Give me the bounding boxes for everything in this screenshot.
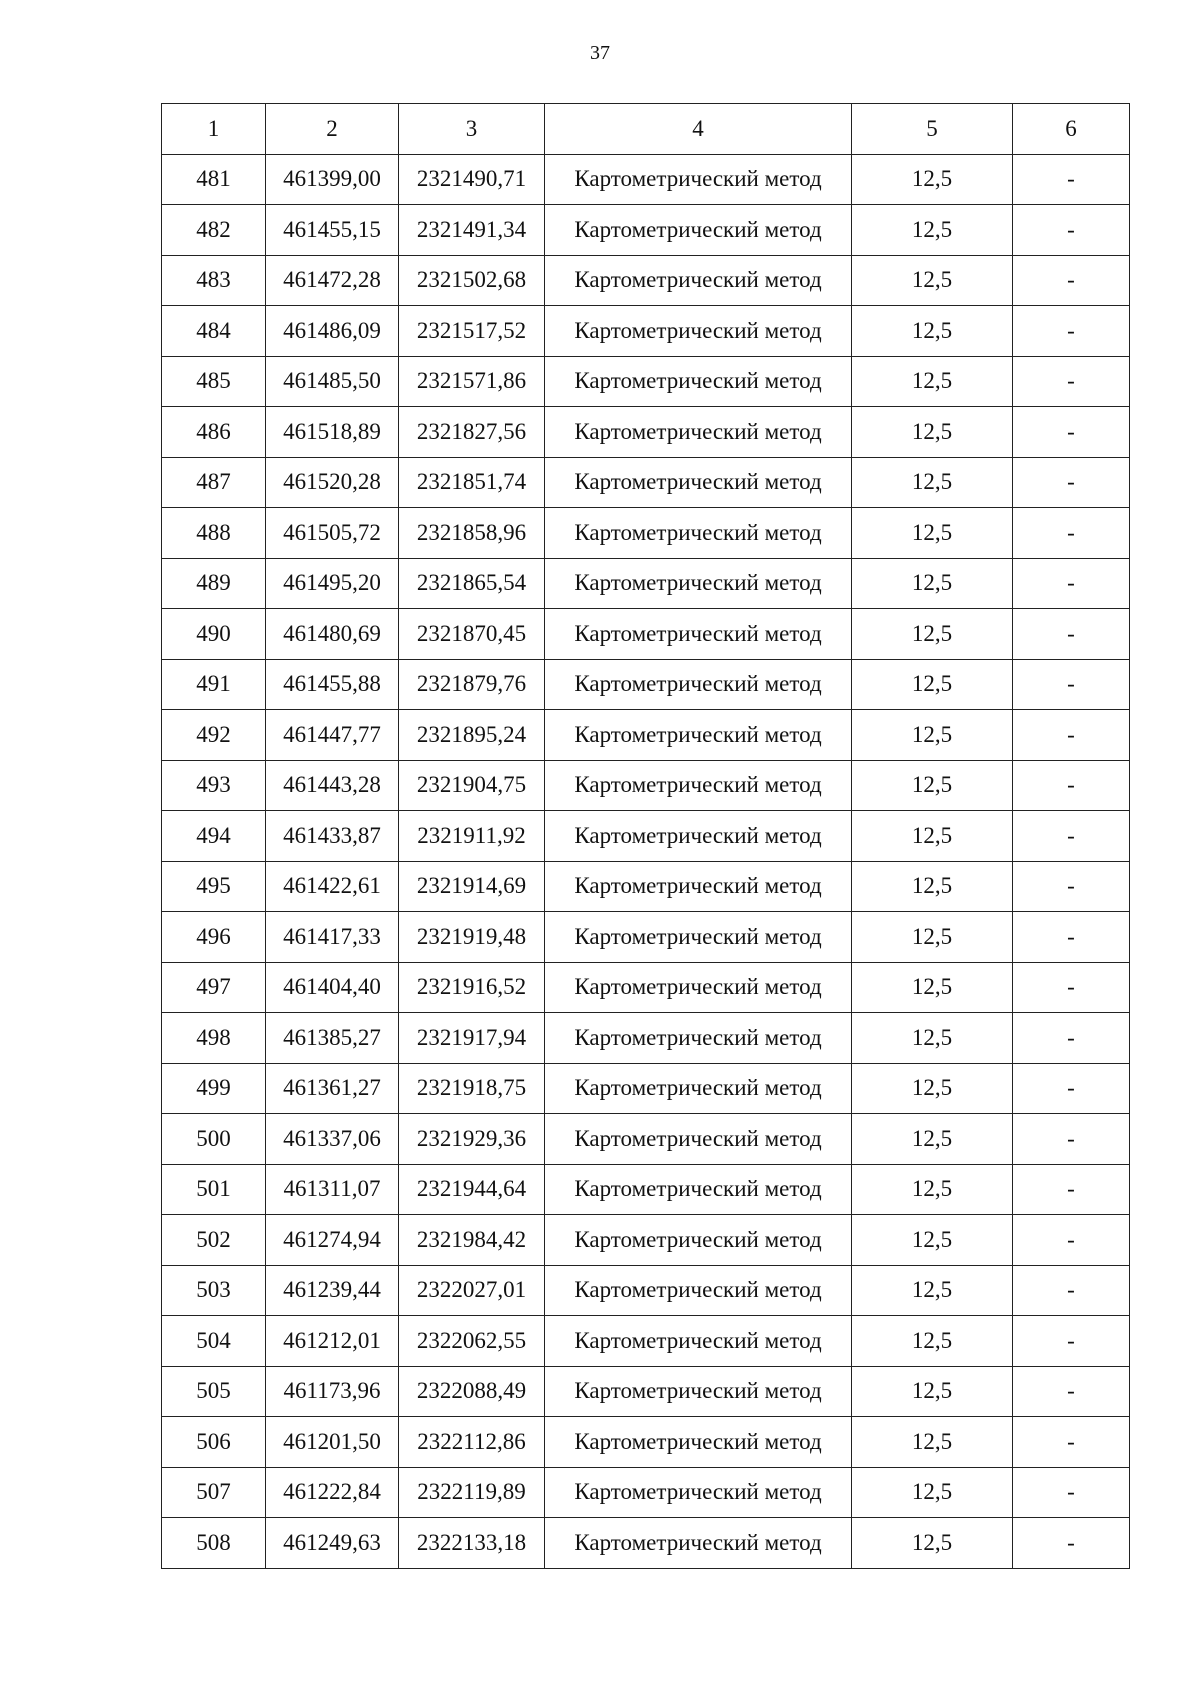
y-coordinate-cell: 2321919,48 xyxy=(399,912,545,963)
accuracy-cell: 12,5 xyxy=(852,255,1013,306)
table-row xyxy=(162,558,1130,609)
table-body xyxy=(162,154,1130,1568)
table-row xyxy=(162,1164,1130,1215)
method-cell: Картометрический метод xyxy=(545,811,852,862)
point-number-cell: 489 xyxy=(162,558,266,609)
y-coordinate-cell: 2321914,69 xyxy=(399,861,545,912)
point-number-cell: 492 xyxy=(162,710,266,761)
table-row xyxy=(162,1467,1130,1518)
point-number-cell: 504 xyxy=(162,1316,266,1367)
method-cell: Картометрический метод xyxy=(545,407,852,458)
note-cell: - xyxy=(1013,912,1130,963)
accuracy-cell: 12,5 xyxy=(852,1215,1013,1266)
header-cell-4: 4 xyxy=(545,104,852,155)
table-row xyxy=(162,457,1130,508)
accuracy-cell: 12,5 xyxy=(852,1164,1013,1215)
y-coordinate-cell: 2321911,92 xyxy=(399,811,545,862)
point-number-cell: 486 xyxy=(162,407,266,458)
y-coordinate-cell: 2322133,18 xyxy=(399,1518,545,1569)
note-cell: - xyxy=(1013,457,1130,508)
method-cell: Картометрический метод xyxy=(545,1215,852,1266)
table-row xyxy=(162,1265,1130,1316)
y-coordinate-cell: 2321918,75 xyxy=(399,1063,545,1114)
y-coordinate-cell: 2321944,64 xyxy=(399,1164,545,1215)
table-row xyxy=(162,1417,1130,1468)
table-row xyxy=(162,356,1130,407)
table-row xyxy=(162,306,1130,357)
method-cell: Картометрический метод xyxy=(545,912,852,963)
point-number-cell: 499 xyxy=(162,1063,266,1114)
accuracy-cell: 12,5 xyxy=(852,457,1013,508)
note-cell: - xyxy=(1013,811,1130,862)
method-cell: Картометрический метод xyxy=(545,1316,852,1367)
x-coordinate-cell: 461274,94 xyxy=(266,1215,399,1266)
point-number-cell: 505 xyxy=(162,1366,266,1417)
note-cell: - xyxy=(1013,1265,1130,1316)
accuracy-cell: 12,5 xyxy=(852,407,1013,458)
x-coordinate-cell: 461404,40 xyxy=(266,962,399,1013)
table-row xyxy=(162,1215,1130,1266)
y-coordinate-cell: 2321865,54 xyxy=(399,558,545,609)
y-coordinate-cell: 2321917,94 xyxy=(399,1013,545,1064)
point-number-cell: 502 xyxy=(162,1215,266,1266)
x-coordinate-cell: 461520,28 xyxy=(266,457,399,508)
method-cell: Картометрический метод xyxy=(545,457,852,508)
x-coordinate-cell: 461433,87 xyxy=(266,811,399,862)
y-coordinate-cell: 2321490,71 xyxy=(399,154,545,205)
accuracy-cell: 12,5 xyxy=(852,811,1013,862)
table-row xyxy=(162,609,1130,660)
method-cell: Картометрический метод xyxy=(545,962,852,1013)
accuracy-cell: 12,5 xyxy=(852,1366,1013,1417)
method-cell: Картометрический метод xyxy=(545,558,852,609)
y-coordinate-cell: 2321502,68 xyxy=(399,255,545,306)
accuracy-cell: 12,5 xyxy=(852,1013,1013,1064)
method-cell: Картометрический метод xyxy=(545,356,852,407)
accuracy-cell: 12,5 xyxy=(852,508,1013,559)
table-row xyxy=(162,1518,1130,1569)
note-cell: - xyxy=(1013,205,1130,256)
accuracy-cell: 12,5 xyxy=(852,154,1013,205)
table-row xyxy=(162,811,1130,862)
note-cell: - xyxy=(1013,710,1130,761)
note-cell: - xyxy=(1013,1316,1130,1367)
method-cell: Картометрический метод xyxy=(545,1417,852,1468)
y-coordinate-cell: 2321827,56 xyxy=(399,407,545,458)
note-cell: - xyxy=(1013,1013,1130,1064)
method-cell: Картометрический метод xyxy=(545,1518,852,1569)
note-cell: - xyxy=(1013,1114,1130,1165)
accuracy-cell: 12,5 xyxy=(852,1114,1013,1165)
x-coordinate-cell: 461201,50 xyxy=(266,1417,399,1468)
x-coordinate-cell: 461486,09 xyxy=(266,306,399,357)
table-row xyxy=(162,1013,1130,1064)
y-coordinate-cell: 2321916,52 xyxy=(399,962,545,1013)
accuracy-cell: 12,5 xyxy=(852,861,1013,912)
method-cell: Картометрический метод xyxy=(545,1467,852,1518)
point-number-cell: 508 xyxy=(162,1518,266,1569)
accuracy-cell: 12,5 xyxy=(852,1467,1013,1518)
table-row xyxy=(162,760,1130,811)
method-cell: Картометрический метод xyxy=(545,1013,852,1064)
x-coordinate-cell: 461455,88 xyxy=(266,659,399,710)
point-number-cell: 497 xyxy=(162,962,266,1013)
y-coordinate-cell: 2321858,96 xyxy=(399,508,545,559)
y-coordinate-cell: 2321517,52 xyxy=(399,306,545,357)
method-cell: Картометрический метод xyxy=(545,1114,852,1165)
accuracy-cell: 12,5 xyxy=(852,356,1013,407)
table-row xyxy=(162,912,1130,963)
point-number-cell: 507 xyxy=(162,1467,266,1518)
table-row xyxy=(162,508,1130,559)
x-coordinate-cell: 461518,89 xyxy=(266,407,399,458)
note-cell: - xyxy=(1013,659,1130,710)
header-cell-1: 1 xyxy=(162,104,266,155)
point-number-cell: 490 xyxy=(162,609,266,660)
point-number-cell: 496 xyxy=(162,912,266,963)
x-coordinate-cell: 461480,69 xyxy=(266,609,399,660)
point-number-cell: 498 xyxy=(162,1013,266,1064)
note-cell: - xyxy=(1013,1063,1130,1114)
method-cell: Картометрический метод xyxy=(545,1265,852,1316)
accuracy-cell: 12,5 xyxy=(852,962,1013,1013)
note-cell: - xyxy=(1013,962,1130,1013)
x-coordinate-cell: 461249,63 xyxy=(266,1518,399,1569)
y-coordinate-cell: 2321929,36 xyxy=(399,1114,545,1165)
table-row xyxy=(162,1316,1130,1367)
table-row xyxy=(162,154,1130,205)
y-coordinate-cell: 2322112,86 xyxy=(399,1417,545,1468)
method-cell: Картометрический метод xyxy=(545,760,852,811)
y-coordinate-cell: 2321851,74 xyxy=(399,457,545,508)
method-cell: Картометрический метод xyxy=(545,1164,852,1215)
method-cell: Картометрический метод xyxy=(545,659,852,710)
accuracy-cell: 12,5 xyxy=(852,609,1013,660)
accuracy-cell: 12,5 xyxy=(852,760,1013,811)
point-number-cell: 491 xyxy=(162,659,266,710)
method-cell: Картометрический метод xyxy=(545,710,852,761)
table-row xyxy=(162,861,1130,912)
table-row xyxy=(162,659,1130,710)
accuracy-cell: 12,5 xyxy=(852,205,1013,256)
point-number-cell: 488 xyxy=(162,508,266,559)
point-number-cell: 483 xyxy=(162,255,266,306)
x-coordinate-cell: 461173,96 xyxy=(266,1366,399,1417)
table-header-row xyxy=(162,104,1130,155)
point-number-cell: 485 xyxy=(162,356,266,407)
accuracy-cell: 12,5 xyxy=(852,1316,1013,1367)
point-number-cell: 494 xyxy=(162,811,266,862)
accuracy-cell: 12,5 xyxy=(852,1063,1013,1114)
method-cell: Картометрический метод xyxy=(545,861,852,912)
y-coordinate-cell: 2321879,76 xyxy=(399,659,545,710)
point-number-cell: 503 xyxy=(162,1265,266,1316)
note-cell: - xyxy=(1013,1366,1130,1417)
x-coordinate-cell: 461361,27 xyxy=(266,1063,399,1114)
table-row xyxy=(162,1114,1130,1165)
point-number-cell: 484 xyxy=(162,306,266,357)
point-number-cell: 500 xyxy=(162,1114,266,1165)
method-cell: Картометрический метод xyxy=(545,255,852,306)
method-cell: Картометрический метод xyxy=(545,1063,852,1114)
y-coordinate-cell: 2322062,55 xyxy=(399,1316,545,1367)
header-cell-5: 5 xyxy=(852,104,1013,155)
x-coordinate-cell: 461495,20 xyxy=(266,558,399,609)
table-row xyxy=(162,1366,1130,1417)
accuracy-cell: 12,5 xyxy=(852,1265,1013,1316)
note-cell: - xyxy=(1013,1164,1130,1215)
y-coordinate-cell: 2321895,24 xyxy=(399,710,545,761)
note-cell: - xyxy=(1013,1467,1130,1518)
accuracy-cell: 12,5 xyxy=(852,558,1013,609)
y-coordinate-cell: 2321904,75 xyxy=(399,760,545,811)
x-coordinate-cell: 461212,01 xyxy=(266,1316,399,1367)
accuracy-cell: 12,5 xyxy=(852,659,1013,710)
header-cell-6: 6 xyxy=(1013,104,1130,155)
note-cell: - xyxy=(1013,407,1130,458)
point-number-cell: 487 xyxy=(162,457,266,508)
note-cell: - xyxy=(1013,154,1130,205)
y-coordinate-cell: 2322027,01 xyxy=(399,1265,545,1316)
accuracy-cell: 12,5 xyxy=(852,912,1013,963)
y-coordinate-cell: 2321984,42 xyxy=(399,1215,545,1266)
note-cell: - xyxy=(1013,861,1130,912)
method-cell: Картометрический метод xyxy=(545,154,852,205)
point-number-cell: 495 xyxy=(162,861,266,912)
method-cell: Картометрический метод xyxy=(545,306,852,357)
method-cell: Картометрический метод xyxy=(545,205,852,256)
note-cell: - xyxy=(1013,760,1130,811)
x-coordinate-cell: 461443,28 xyxy=(266,760,399,811)
x-coordinate-cell: 461239,44 xyxy=(266,1265,399,1316)
table-row xyxy=(162,962,1130,1013)
point-number-cell: 482 xyxy=(162,205,266,256)
page-number: 37 xyxy=(590,42,610,64)
x-coordinate-cell: 461385,27 xyxy=(266,1013,399,1064)
table-row xyxy=(162,1063,1130,1114)
table-row xyxy=(162,205,1130,256)
accuracy-cell: 12,5 xyxy=(852,710,1013,761)
point-number-cell: 493 xyxy=(162,760,266,811)
accuracy-cell: 12,5 xyxy=(852,306,1013,357)
x-coordinate-cell: 461455,15 xyxy=(266,205,399,256)
note-cell: - xyxy=(1013,1215,1130,1266)
x-coordinate-cell: 461472,28 xyxy=(266,255,399,306)
note-cell: - xyxy=(1013,306,1130,357)
table-row xyxy=(162,255,1130,306)
x-coordinate-cell: 461337,06 xyxy=(266,1114,399,1165)
note-cell: - xyxy=(1013,356,1130,407)
y-coordinate-cell: 2321571,86 xyxy=(399,356,545,407)
note-cell: - xyxy=(1013,1417,1130,1468)
point-number-cell: 506 xyxy=(162,1417,266,1468)
note-cell: - xyxy=(1013,558,1130,609)
y-coordinate-cell: 2322088,49 xyxy=(399,1366,545,1417)
note-cell: - xyxy=(1013,609,1130,660)
point-number-cell: 501 xyxy=(162,1164,266,1215)
method-cell: Картометрический метод xyxy=(545,508,852,559)
table-row xyxy=(162,710,1130,761)
x-coordinate-cell: 461422,61 xyxy=(266,861,399,912)
header-cell-2: 2 xyxy=(266,104,399,155)
note-cell: - xyxy=(1013,1518,1130,1569)
point-number-cell: 481 xyxy=(162,154,266,205)
note-cell: - xyxy=(1013,255,1130,306)
note-cell: - xyxy=(1013,508,1130,559)
header-cell-3: 3 xyxy=(399,104,545,155)
y-coordinate-cell: 2322119,89 xyxy=(399,1467,545,1518)
y-coordinate-cell: 2321491,34 xyxy=(399,205,545,256)
accuracy-cell: 12,5 xyxy=(852,1417,1013,1468)
x-coordinate-cell: 461447,77 xyxy=(266,710,399,761)
method-cell: Картометрический метод xyxy=(545,1366,852,1417)
x-coordinate-cell: 461505,72 xyxy=(266,508,399,559)
x-coordinate-cell: 461399,00 xyxy=(266,154,399,205)
x-coordinate-cell: 461222,84 xyxy=(266,1467,399,1518)
accuracy-cell: 12,5 xyxy=(852,1518,1013,1569)
method-cell: Картометрический метод xyxy=(545,609,852,660)
coordinates-table xyxy=(161,103,1130,1569)
x-coordinate-cell: 461311,07 xyxy=(266,1164,399,1215)
x-coordinate-cell: 461417,33 xyxy=(266,912,399,963)
x-coordinate-cell: 461485,50 xyxy=(266,356,399,407)
table-row xyxy=(162,407,1130,458)
y-coordinate-cell: 2321870,45 xyxy=(399,609,545,660)
